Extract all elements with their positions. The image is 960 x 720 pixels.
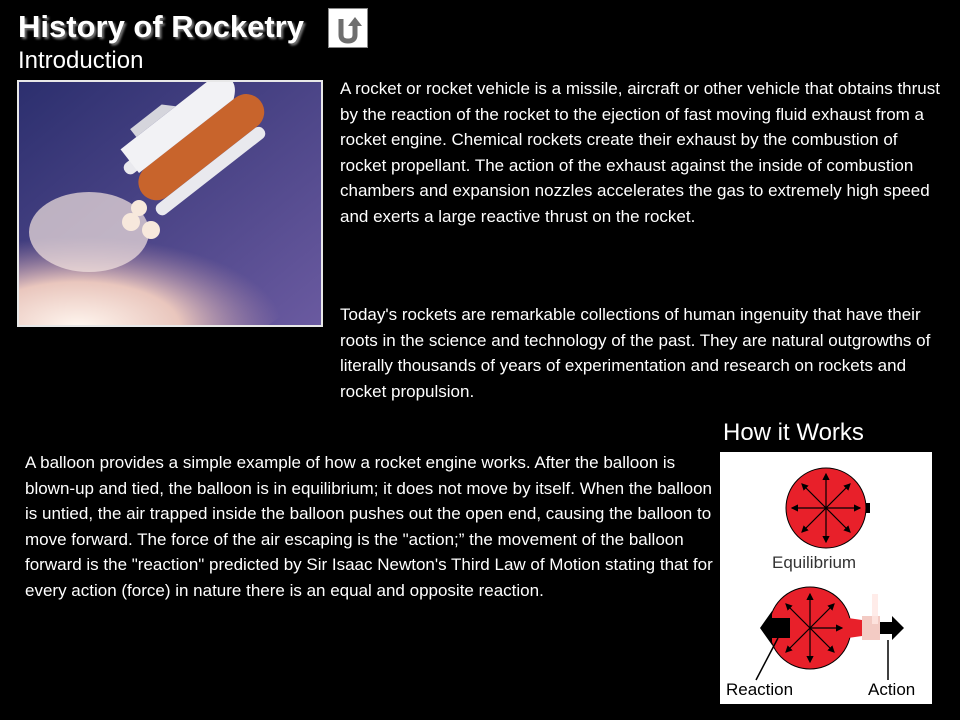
page-subtitle: Introduction — [18, 47, 144, 74]
reaction-label: Reaction — [726, 680, 794, 699]
section-heading: How it Works — [723, 419, 864, 446]
equilibrium-balloon — [786, 468, 870, 548]
back-button[interactable] — [328, 8, 368, 48]
moving-balloon — [756, 587, 904, 680]
u-turn-arrow-icon — [329, 9, 367, 47]
balloon-diagram — [720, 452, 932, 704]
balloon-paragraph: A balloon provides a simple example of how a rocket engine works. After the balloon is blown-up and tied, the balloon is in equilibrium; it does not move by itself. When the balloon is untied, the air trapped inside the balloon pushes out the open end, causing the balloon to move forward. The force of the air escaping is the "action;” the movement of the balloon forward is the "reaction" predicted by Sir Isaac Newton's Third Law of Motion stating that for every action (force) in nature there is an equal and opposite reaction. — [25, 453, 713, 600]
intro-paragraph-2: Today's rockets are remarkable collections of human ingenuity that have their roots in the science and technology of the past. They are natural outgrowths of literally thousands of years of experimentation and research on rockets and rocket propulsion. — [340, 305, 931, 401]
space-shuttle-launch-photo — [17, 80, 323, 327]
equilibrium-label: Equilibrium — [772, 553, 857, 572]
page-title: History of Rocketry — [18, 9, 304, 44]
intro-paragraph-1: A rocket or rocket vehicle is a missile, aircraft or other vehicle that obtains thrust by the reaction of the rocket to the ejection of fast moving fluid exhaust from a rocket engine. Chemical rockets create their exhaust by the combustion of rocket propellant. The action of the exhaust against the inside of combustion chambers and expansion nozzles accelerates the gas to extremely high speed and exerts a large reactive thrust on the rocket. — [340, 79, 940, 226]
action-label: Action — [868, 680, 916, 699]
